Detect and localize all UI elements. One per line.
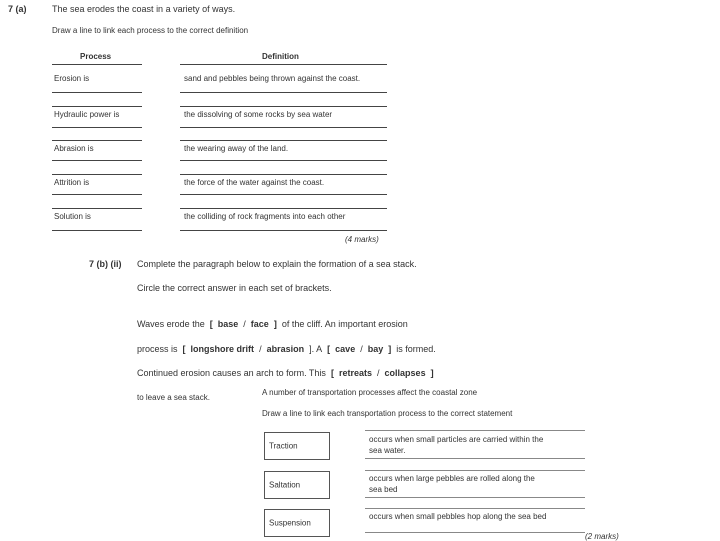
statement-rule (365, 430, 585, 431)
definition-item: sand and pebbles being thrown against the coast. (184, 74, 361, 83)
paragraph-text: process is (137, 344, 178, 354)
header-underline (52, 64, 142, 65)
option-face[interactable]: face (250, 319, 269, 329)
row-divider (180, 127, 387, 128)
option-separator: / (259, 344, 262, 354)
statement-rule (365, 508, 585, 509)
transport-process-box[interactable] (264, 471, 330, 499)
question-intro: The sea erodes the coast in a variety of ways. (52, 4, 236, 14)
statement-rule (365, 497, 585, 498)
paragraph-text: is formed. (396, 344, 436, 354)
option-cave[interactable]: cave (335, 344, 356, 354)
definition-item: the wearing away of the land. (184, 144, 289, 153)
paragraph-line-2 (137, 345, 436, 354)
definition-item: the colliding of rock fragments into each other (184, 212, 346, 221)
row-divider (180, 140, 387, 141)
row-divider (180, 92, 387, 93)
transport-statement: sea water. (369, 446, 406, 455)
option-abrasion[interactable]: abrasion (266, 344, 305, 354)
process-item: Solution is (54, 212, 91, 221)
paragraph-text: Continued erosion causes an arch to form. This (137, 368, 326, 378)
transport-process-box[interactable] (264, 432, 330, 460)
row-divider (52, 140, 142, 141)
question-number-7b: 7 (b) (ii) (89, 259, 122, 269)
process-column-header: Process (80, 52, 112, 61)
row-divider (180, 230, 387, 231)
row-divider (180, 194, 387, 195)
definition-column-header: Definition (262, 52, 299, 61)
option-separator: / (360, 344, 363, 354)
row-divider (180, 208, 387, 209)
row-divider (180, 106, 387, 107)
process-item: Erosion is (54, 74, 90, 83)
bracket: ] (430, 368, 434, 378)
option-collapses[interactable]: collapses (384, 368, 426, 378)
row-divider (52, 160, 142, 161)
option-bay[interactable]: bay (367, 344, 384, 354)
transport-statement: occurs when large pebbles are rolled along the (369, 474, 535, 483)
option-longshore-drift[interactable]: longshore drift (190, 344, 255, 354)
row-divider (52, 174, 142, 175)
definition-item: the force of the water against the coast. (184, 178, 325, 187)
paragraph-line-1 (137, 320, 408, 329)
transport-statement: occurs when small pebbles hop along the sea bed (369, 512, 547, 521)
statement-rule (365, 470, 585, 471)
marks-label: (4 marks) (345, 235, 379, 244)
row-divider (52, 92, 142, 93)
paragraph-text: ]. A (309, 344, 323, 354)
marks-label: (2 marks) (585, 532, 619, 541)
row-divider (52, 106, 142, 107)
transport-statement: sea bed (369, 485, 398, 494)
bracket: ] (273, 319, 277, 329)
option-base[interactable]: base (217, 319, 239, 329)
option-separator: / (377, 368, 380, 378)
transport-process-label: Suspension (269, 518, 311, 528)
statement-rule (365, 458, 585, 459)
question-number-7a: 7 (a) (8, 4, 27, 14)
row-divider (52, 208, 142, 209)
paragraph-line-4: to leave a sea stack. (137, 393, 210, 402)
transport-process-box[interactable] (264, 509, 330, 537)
paragraph-line-3 (137, 369, 434, 378)
statement-rule (365, 532, 585, 533)
process-item: Attrition is (54, 178, 90, 187)
row-divider (180, 160, 387, 161)
bracket: [ (209, 319, 213, 329)
process-item: Abrasion is (54, 144, 94, 153)
transport-instruction: Draw a line to link each transportation process to the correct statement (262, 409, 513, 418)
process-item: Hydraulic power is (54, 110, 120, 119)
row-divider (180, 174, 387, 175)
option-separator: / (243, 319, 246, 329)
transport-intro: A number of transportation processes affect the coastal zone (262, 388, 478, 397)
header-underline (180, 64, 387, 65)
definition-item: the dissolving of some rocks by sea water (184, 110, 333, 119)
transport-process-label: Saltation (269, 480, 301, 490)
row-divider (52, 194, 142, 195)
bracket: ] (388, 344, 392, 354)
option-retreats[interactable]: retreats (338, 368, 372, 378)
question-instruction: Draw a line to link each process to the correct definition (52, 26, 249, 35)
transport-statement: occurs when small particles are carried within the (369, 435, 544, 444)
question-instruction: Complete the paragraph below to explain the formation of a sea stack. (137, 259, 417, 269)
row-divider (52, 127, 142, 128)
paragraph-text: of the cliff. An important erosion (281, 319, 408, 329)
bracket: [ (330, 368, 334, 378)
bracket: [ (327, 344, 331, 354)
paragraph-text: Waves erode the (137, 319, 205, 329)
bracket: [ (182, 344, 186, 354)
question-instruction: Circle the correct answer in each set of brackets. (137, 283, 332, 293)
transport-process-label: Traction (269, 441, 298, 451)
row-divider (52, 230, 142, 231)
